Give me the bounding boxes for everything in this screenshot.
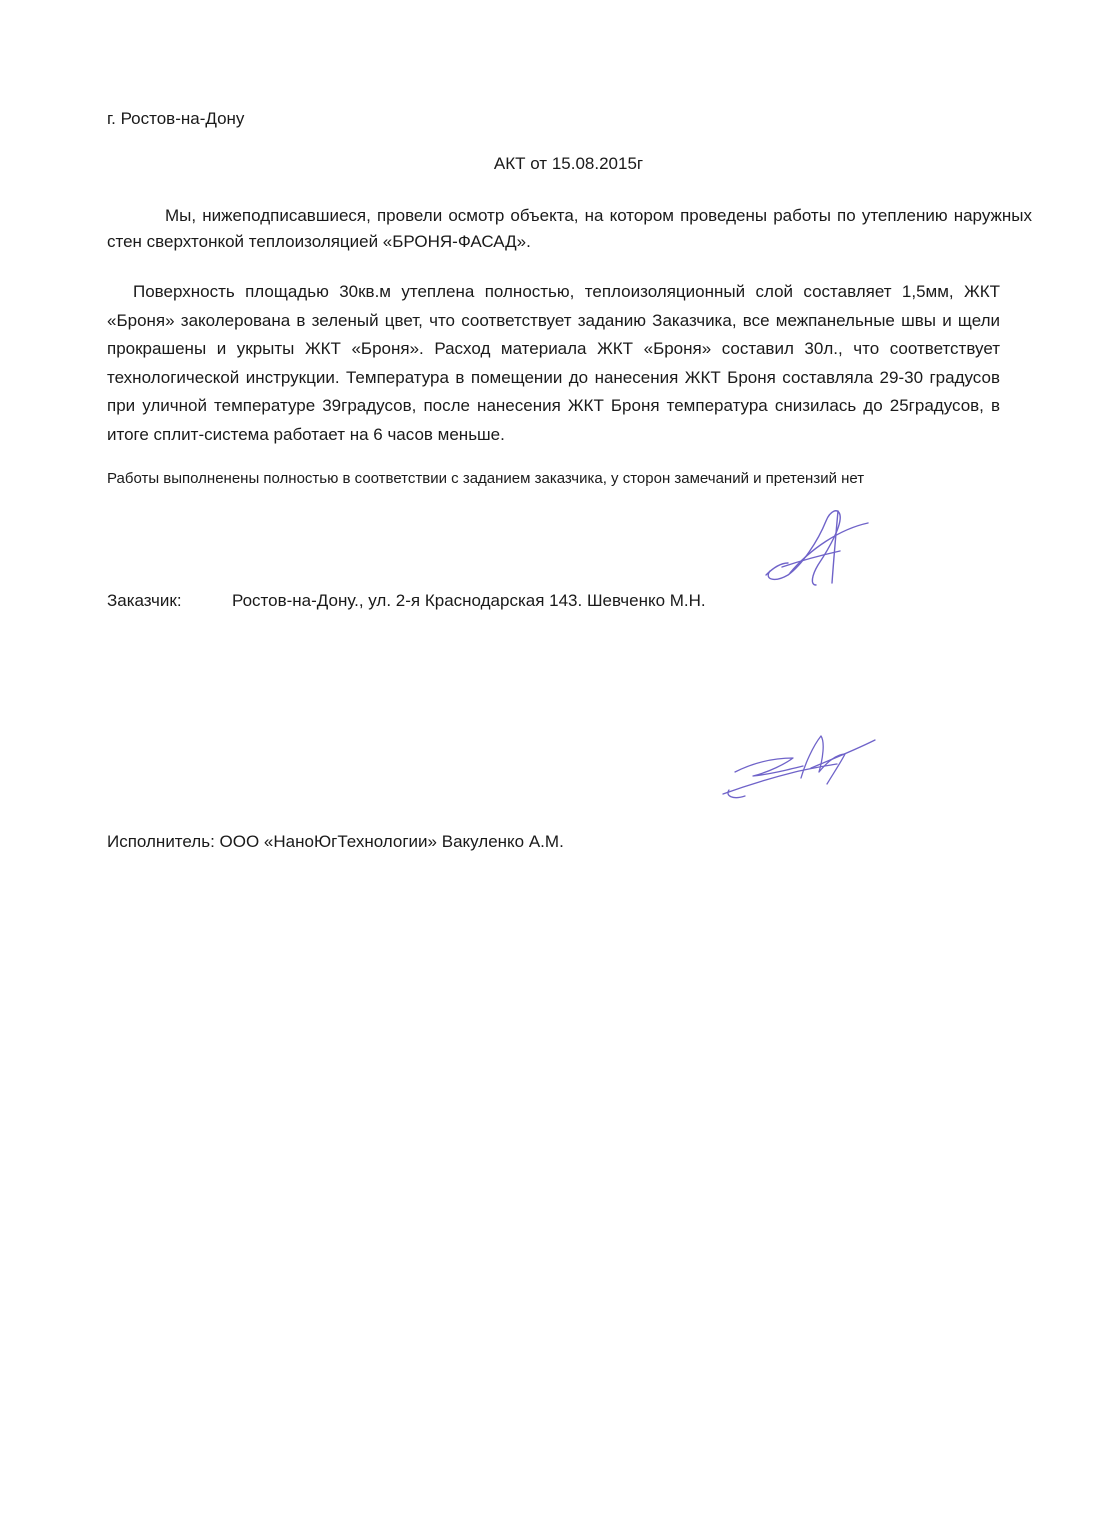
document-title: АКТ от 15.08.2015г xyxy=(493,154,644,173)
details-paragraph: Поверхность площадью 30кв.м утеплена полностью, теплоизоляционный слой составляет 1,5мм, ЖКТ «Броня» заколерована в зеленый цвет, что соответствует заданию Заказчика, все межпанельные швы и щели прокрашены и укрыты ЖКТ «Броня». Расход материала ЖКТ «Броня» составил 30л., что соответствует технологической инструкции. Температура в помещении до нанесения ЖКТ Броня составляла 29-30 градусов при уличной температуре 39градусов, после нанесения ЖКТ Броня температура снизилась до 25градусов, в итоге сплит-система работает на 6 часов меньше. xyxy=(107,282,1000,444)
customer-details: Ростов-на-Дону., ул. 2-я Краснодарская 143. Шевченко М.Н. xyxy=(232,591,706,610)
executor-signature xyxy=(715,728,880,803)
intro-paragraph: Мы, нижеподписавшиеся, провели осмотр объекта, на котором проведены работы по утеплению наружных стен сверхтонкой теплоизоляцией «БРОНЯ-ФАСАД». xyxy=(107,206,1032,251)
city-line: г. Ростов-на-Дону xyxy=(107,109,245,128)
conclusion-line: Работы выполненены полностью в соответствии с заданием заказчика, у сторон замечаний и претензий нет xyxy=(107,470,865,487)
customer-signature xyxy=(760,503,875,593)
executor-line: Исполнитель: ООО «НаноЮгТехнологии» Вакуленко А.М. xyxy=(107,832,564,851)
customer-label: Заказчик: xyxy=(107,591,182,610)
